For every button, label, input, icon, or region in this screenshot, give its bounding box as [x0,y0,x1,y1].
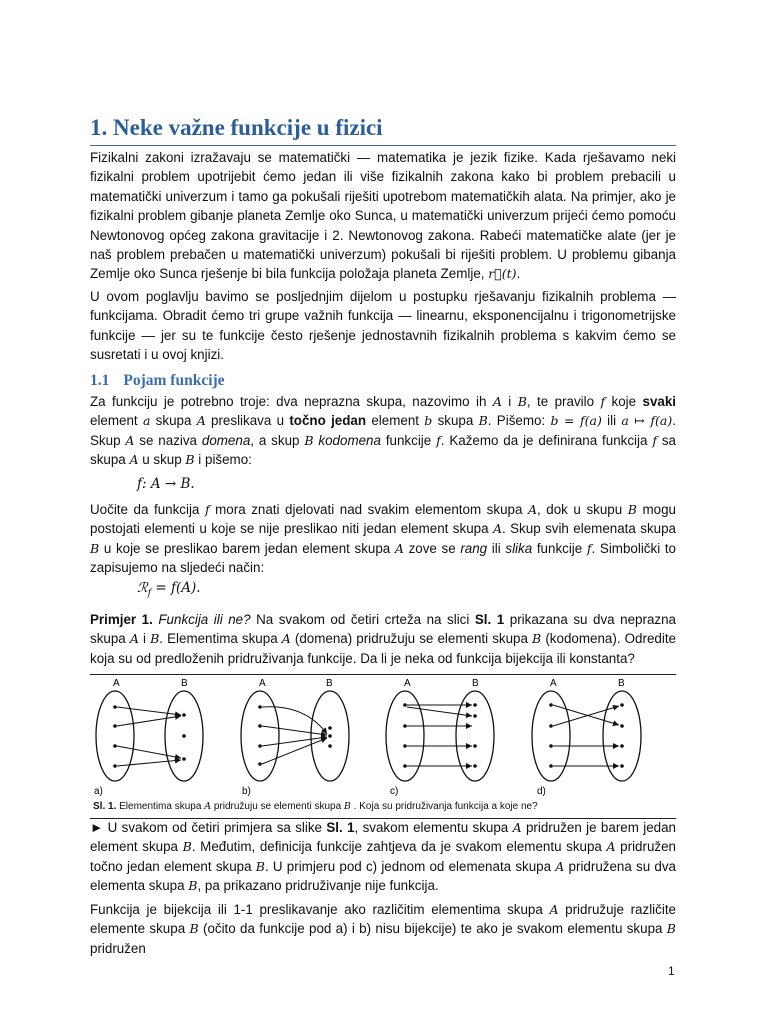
intro-paragraph-2: U ovom poglavlju bavimo se posljednjim dijelom u postupku rješavanju fizikalnih problema — funkcijama. Obradit ćemo tri grupe važnih funkcija — linearnu, eksponencijalnu i trigonometrijske funkcije — jer su te funkcije često rješenje jednostavnih fizikalnih problema s kakvim ćemo se susretati i u ovoj knjizi. [90,289,676,363]
set-label-d-B: B [618,678,625,689]
panel-b [241,678,349,797]
set-label-a-B: B [181,678,188,689]
answer-paragraph: ► U svakom od četiri primjera sa slike Sl. 1, svakom elementu skupa A pridružen je barem jedan element skupa B. Međutim, definicija funkcije zahtjeva da je svakom elementu skupa A pridružen točno jedan element skupa B. U primjeru pod c) jednom od elemenata skupa A pridružena su dva elementa skupa B, pa prikazano pridruživanje nije funkcija. [90,820,676,894]
bijection-paragraph: Funkcija je bijekcija ili 1-1 preslikavanje ako različitim elementima skupa A pridružuje različite elemente skupa B (očito da funkcije pod a) i b) nisu bijekcije) te ako je svakom elementu skupa B pridružen [90,902,676,956]
set-label-c-A: A [404,678,411,689]
set-label-c-B: B [472,678,479,689]
figure-top-rule [90,674,676,675]
triangle-marker-icon: ► [90,820,104,835]
formula-mapping: f: A → B. [137,476,195,492]
range-paragraph: Uočite da funkcija f mora znati djelovati nad svakim elementom skupa A, dok u skupu B mogu postojati elementi u koje se nije preslikao niti jedan element skupa A. Skup svih elemenata skupa B u koje se preslikao barem jedan element skupa A zove se rang ili slika funkcije f. Simbolički to zapisujemo na sljedeći način: [90,502,676,576]
panel-c [386,678,494,797]
panel-a [94,678,203,797]
set-label-a-A: A [113,678,120,689]
example-paragraph: Primjer 1. Funkcija ili ne? Na svakom od četiri crteža na slici Sl. 1 prikazana su dva neprazna skupa A i B. Elementima skupa A (domena) pridružuju se elementi skupa B (kodomena). Odredite koja su od predloženih pridruživanja funkcije. Da li je neka od funkcija bijekcija ili konstanta? [90,612,676,666]
panel-label-d: d) [537,786,546,797]
figure-set-mappings [90,676,680,798]
position-vector-math: r⃗(t). [488,266,521,282]
section-heading: 1.1 Pojam funkcije [90,372,225,389]
panel-label-b: b) [242,786,251,797]
intro-paragraph-1: Fizikalni zakoni izražavaju se matematički — matematika je jezik fizike. Kada rješavamo neki fizikalni problem upotrijebit ćemo jedan ili više fizikalnih zakona kako bi problem prebacili u matematički univerzum i tamo ga pokušali riješiti upotrebom matematičkih alata. Na primjer, ako je fizikalni problem gibanje planeta Zemlje oko Sunca, u matematički univerzum prijeći ćemo pomoću Newtonovog općeg zakona gravitacije i 2. Newtonovog zakona. Rabeći matematičke alate (jer je naš problem prebačen u matematički univerzum) pokušali bi riješiti problem. U problemu gibanja Zemlje oko Sunca rješenje bi bila funkcija položaja planeta Zemlje, r⃗(t). [90,150,676,282]
formula-range: ℛ$_f$ = f(A). [137,580,201,599]
definition-paragraph: Za funkciju je potrebno troje: dva neprazna skupa, nazovimo ih A i B, te pravilo f koje svaki element a skupa A preslikava u točno jedan element b skupa B. Pišemo: b = f(a) ili a ↦ f(a). Skup A se naziva domena, a skup B kodomena funkcije f. Kažemo da je definirana funkcija f sa skupa A u skup B i pišemo: [90,394,677,468]
page-number: 1 [668,964,675,978]
set-label-b-A: A [259,678,266,689]
ellipse-b-A [241,691,279,781]
chapter-title: 1. Neke važne funkcije u fizici [90,114,676,146]
figure-caption: Sl. 1. Elementima skupa A pridružuju se elementi skupa B . Koja su pridruživanja funkcija a koje ne? [93,801,538,812]
panel-label-a: a) [94,786,103,797]
set-label-d-A: A [550,678,557,689]
panel-label-c: c) [390,786,399,797]
set-label-b-B: B [326,678,333,689]
panel-d [532,678,641,797]
